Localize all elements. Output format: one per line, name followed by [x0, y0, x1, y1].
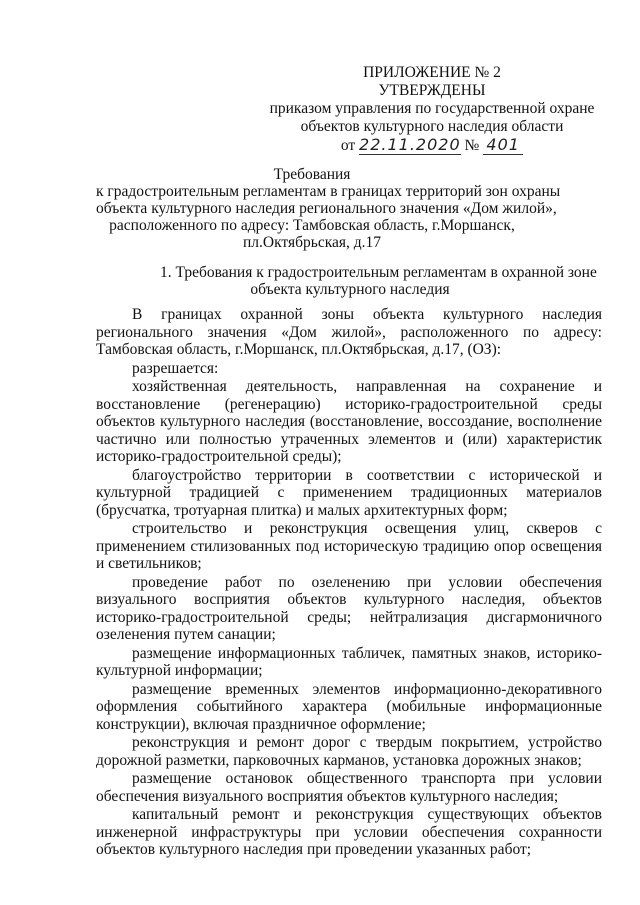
number-prefix: № — [464, 137, 480, 154]
title-line-5: пл.Октябрьская, д.17 — [242, 234, 382, 251]
paragraph-intro: В границах охранной зоны объекта культурного наследия регионального значения «Дом жилой», расположенного по адресу: Тамбовская область, г.Моршанск, пл.Октябрьская, д.17, (ОЗ): — [96, 306, 602, 358]
paragraph-item: размещение временных элементов информационно-декоративного оформления событийного характера (мобильные информационные конструкции), включая праздничное оформление; — [96, 680, 602, 733]
paragraph-item: строительство и реконструкция освещения улиц, скверов с применением стилизованных под историческую традицию опор освещения и светильников; — [96, 520, 602, 572]
paragraph-item: размещение информационных табличек, памятных знаков, историко-культурной информации; — [96, 644, 602, 679]
paragraph-item: хозяйственная деятельность, направленная на сохранение и восстановление (регенерацию) историко-градостроительной среды объектов культурного наследия (восстановление, воссоздание, восполнение частично или полностью утраченных элементов и (или) характеристик историко-градостроительной среды); — [96, 378, 602, 465]
document-body — [96, 306, 602, 860]
section-line-2: объекта культурного наследия — [250, 281, 450, 298]
title-line-1: Требования — [273, 166, 351, 183]
approved-heading: УТВЕРЖДЕНЫ — [378, 82, 486, 99]
title-line-4: расположенного по адресу: Тамбовская область, г.Моршанск, — [109, 217, 515, 234]
section-heading — [160, 264, 597, 298]
paragraph-item: проведение работ по озеленению при условии обеспечения визуального восприятия объектов культурного наследия, объектов историко-градостроительной среды; нейтрализация дисгармоничного озеленения путем санации; — [96, 573, 602, 643]
appendix-heading: ПРИЛОЖЕНИЕ № 2 — [363, 64, 501, 81]
handwritten-date: 22.11.2020 — [359, 135, 461, 154]
order-line-2: объектов культурного наследия области — [300, 118, 564, 135]
approval-block — [262, 64, 602, 155]
order-date-line — [262, 136, 602, 155]
handwritten-number: 401 — [483, 136, 523, 155]
section-line-1: 1. Требования к градостроительным регламентам в охранной зоне — [160, 264, 597, 281]
document-title — [96, 166, 561, 251]
title-line-2: к градостроительным регламентам в границах территорий зон охраны — [96, 183, 561, 200]
order-line-1: приказом управления по государственной охране — [269, 100, 595, 117]
paragraph-allowed: разрешается: — [132, 359, 219, 377]
paragraph-item: реконструкция и ремонт дорог с твердым покрытием, устройство дорожной разметки, парковочных карманов, установка дорожных знаков; — [96, 734, 602, 769]
date-prefix: от — [340, 137, 356, 154]
paragraph-item: капитальный ремонт и реконструкция существующих объектов инженерной инфраструктуры при условии обеспечения сохранности объектов культурного наследия при проведении указанных работ; — [96, 806, 602, 858]
paragraph-item: благоустройство территории в соответствии с исторической и культурной традицией с применением традиционных материалов (брусчатка, тротуарная плитка) и малых архитектурных форм; — [96, 466, 602, 519]
paragraph-item: размещение остановок общественного транспорта при условии обеспечения визуального восприятия объектов культурного наследия; — [96, 770, 602, 805]
title-line-3: объекта культурного наследия регионального значения «Дом жилой», — [96, 200, 557, 217]
